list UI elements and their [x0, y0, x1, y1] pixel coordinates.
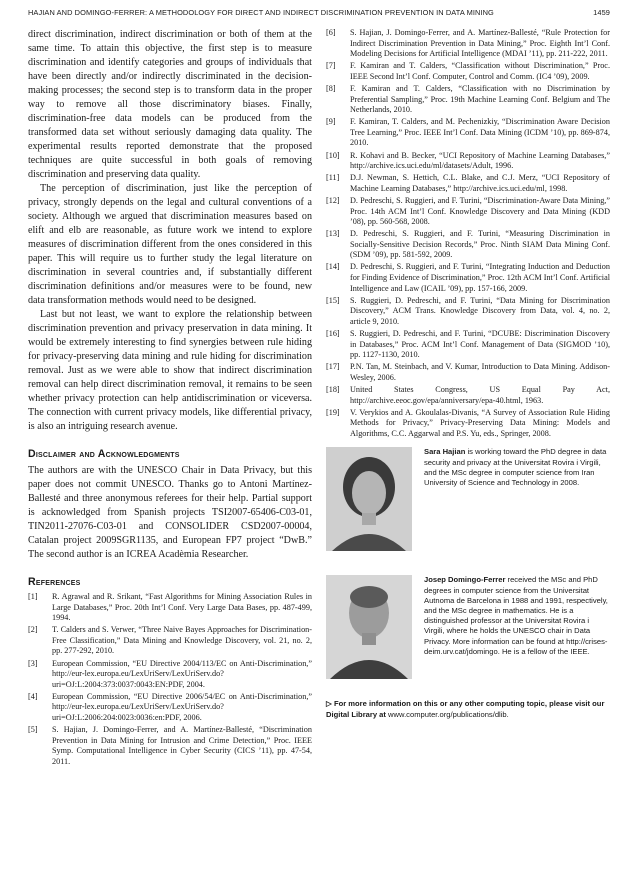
reference-text: S. Hajian, J. Domingo-Ferrer, and A. Martínez-Ballesté, “Rule Protection for Indirect Discrimination Prevention in Data Mining,” Proc. Eighth Int’l Conf. Modeling Decisions for Artificial Intelligence (MDAI ’11), pp. 211-222, 2011.: [350, 28, 610, 59]
reference-text: European Commission, “EU Directive 2006/54/EC on Anti-Discrimination,” http://eur-lex.europa.eu/LexUriServ/LexUriServ.do?uri=OJ:L:2006:204:0023:0036:en:PDF, 2006.: [52, 691, 312, 723]
acknowledgments-text: The authors are with the UNESCO Chair in Data Privacy, but this paper does not commit UNESCO. Thanks go to Antoni Martínez-Ballesté and three anonymous referees for their help. Partial support is acknowledged from Spanish projects TSI2007-65406-C03-01, TIN2011-27076-C03-01 and CONSOLIDER CSD2007-00004, Catalan project 2009SGR1135, and European FP7 project “DwB.” The second author is an ICREA Acadèmia Researcher.: [28, 465, 312, 560]
reference-item: [326, 229, 610, 261]
reference-number: [8]: [326, 83, 336, 93]
reference-text: United States Congress, US Equal Pay Act, http://archive.eeoc.gov/epa/anniversary/epa-40.html, 1963.: [350, 385, 610, 405]
right-column: [326, 28, 610, 720]
reference-text: P.N. Tan, M. Steinbach, and V. Kumar, Introduction to Data Mining. Addison-Wesley, 2006.: [350, 362, 610, 382]
reference-text: D. Pedreschi, S. Ruggieri, and F. Turini, “Integrating Induction and Deduction for Finding Evidence of Discrimination,” Proc. 12th ACM Int’l Conf. Artificial Intelligence and Law (ICAIL ’09), pp. 157-166, 2009.: [350, 262, 610, 293]
reference-number: [7]: [326, 61, 336, 71]
reference-item: [326, 408, 610, 440]
bio-body: received the MSc and PhD degrees in computer science from the Universitat Autnoma de Barcelona in 1988 and 1991, respectively, and the MSc degree in mathematics. He is a distinguished professor at the Universitat Rovira i Virgili, where he holds the UNESCO chair in Data Privacy. More information can be found at http://crises-deim.urv.cat/jdomingo. He is a fellow of the IEEE.: [424, 575, 608, 656]
reference-list-left: [28, 592, 312, 768]
reference-number: [9]: [326, 117, 336, 127]
running-header-title: HAJIAN AND DOMINGO-FERRER: A METHODOLOGY FOR DIRECT AND INDIRECT DISCRIMINATION PREVENTION IN DATA MINING: [28, 8, 494, 17]
reference-number: [19]: [326, 407, 340, 417]
digital-library-note: [326, 699, 610, 719]
reference-number: [6]: [326, 28, 336, 37]
reference-text: S. Ruggieri, D. Pedreschi, and F. Turini, “DCUBE: Discrimination Discovery in Databases,” Proc. ACM Int’l Conf. Management of Data (SIGMOD ’10), pp. 1127-1130, 2010.: [350, 329, 610, 360]
reference-item: [28, 725, 312, 767]
author-bio-domingo-ferrer: [326, 575, 610, 695]
bio-text-domingo-ferrer: [424, 575, 610, 657]
bio-name: Sara Hajian: [424, 447, 466, 457]
author-photo-hajian: [326, 447, 412, 551]
acknowledgments-heading: Disclaimer and Acknowledgments: [28, 448, 180, 460]
reference-text: T. Calders and S. Verwer, “Three Naive Bayes Approaches for Discrimination-Free Classification,” Data Mining and Knowledge Discovery, vol. 21, no. 2, pp. 277-292, 2010.: [52, 625, 312, 656]
digital-library-note-bold: ▷ For more information on this or any other computing topic, please visit our Digital Library at: [326, 699, 605, 719]
reference-number: [15]: [326, 295, 340, 305]
reference-item: [326, 385, 610, 406]
reference-number: [16]: [326, 329, 340, 339]
reference-number: [11]: [326, 173, 340, 183]
conclusion-paragraph-1: direct discrimination, indirect discrimination or both of them at the same time. To attain this objective, the first step is to measure discrimination and identify categories and groups of individuals that have been directly and/or indirectly discriminated in the decision-making processes; the second step is to transform data in the proper way to remove all those discriminatory biases. Finally, discrimination-free data models can be produced from the transformed data set without seriously damaging data quality. The experimental results reported demonstrate that the proposed techniques are quite successful in both goals of removing discrimination and preserving data quality.: [28, 29, 312, 180]
author-bio-hajian: [326, 447, 610, 567]
bio-body: is working toward the PhD degree in data security and privacy at the Universitat Rovira i Virgili, and the MSc degree in computer science from Iran University of Science and Technology in 2008.: [424, 447, 607, 488]
reference-text: European Commission, “EU Directive 2004/113/EC on Anti-Discrimination,” http://eur-lex.europa.eu/LexUriServ/LexUriServ.do?uri=OJ:L:2004:373:0037:0043:EN:PDF, 2004.: [52, 658, 312, 689]
reference-text: R. Agrawal and R. Srikant, “Fast Algorithms for Mining Association Rules in Large Databases,” Proc. 20th Int’l Conf. Very Large Data Bases, pp. 487-499, 1994.: [52, 592, 312, 623]
reference-number: [2]: [28, 625, 38, 635]
reference-text: S. Ruggieri, D. Pedreschi, and F. Turini, “Data Mining for Discrimination Discovery,” ACM Trans. Knowledge Discovery from Data, vol. 4, no. 2, article 9, 2010.: [350, 295, 610, 326]
reference-text: R. Kohavi and B. Becker, “UCI Repository of Machine Learning Databases,” http://archive.ics.uci.edu/ml/datasets/Adult, 1996.: [350, 150, 610, 171]
reference-number: [3]: [28, 658, 38, 668]
reference-item: [28, 625, 312, 657]
reference-list-right: [326, 28, 610, 439]
running-header: [28, 6, 610, 20]
reference-text: D. Pedreschi, S. Ruggieri, and F. Turini, “Discrimination-Aware Data Mining,” Proc. 14th ACM Int’l Conf. Knowledge Discovery and Data Mining (KDD ’08), pp. 560-568, 2008.: [350, 195, 610, 227]
reference-item: [28, 592, 312, 624]
reference-text: F. Kamiran and T. Calders, “Classification without Discrimination,” Proc. IEEE Second Int’l Conf. Computer, Control and Comm. (IC4 ’09), 2009.: [350, 61, 610, 81]
reference-number: [5]: [28, 725, 38, 735]
reference-text: D. Pedreschi, S. Ruggieri, and F. Turini, “Measuring Discrimination in Socially-Sensitive Decision Records,” Proc. Ninth SIAM Data Mining Conf. (SDM ’09), pp. 581-592, 2009.: [350, 229, 610, 260]
reference-text: F. Kamiran, T. Calders, and M. Pechenizkiy, “Discrimination Aware Decision Tree Learning,” Proc. IEEE Int’l Conf. Data Mining (ICDM ’10), pp. 869-874, 2010.: [350, 117, 610, 148]
reference-item: [326, 84, 610, 116]
reference-text: D.J. Newman, S. Hettich, C.L. Blake, and C.J. Merz, “UCI Repository of Machine Learning Databases,” http://archive.ics.uci.edu/ml, 1998.: [350, 173, 610, 193]
portrait-icon: [326, 575, 412, 679]
reference-item: [326, 28, 610, 60]
reference-item: [326, 296, 610, 328]
reference-number: [10]: [326, 150, 340, 160]
reference-item: [28, 692, 312, 724]
reference-item: [326, 362, 610, 383]
reference-number: [17]: [326, 362, 340, 372]
reference-item: [326, 196, 610, 228]
author-photo-domingo-ferrer: [326, 575, 412, 679]
bio-text-hajian: [424, 447, 610, 488]
portrait-icon: [326, 447, 412, 551]
conclusion-paragraph-3: Last but not least, we want to explore the relationship between discrimination prevention and privacy preservation in data mining. It would be extremely interesting to find synergies between rule hiding for privacy-preserving data mining and rule hiding for discrimination removal. Just as we were able to show that indirect discrimination removal can help direct discrimination removal, it remains to be seen whether privacy protection can help antidiscrimination or viceversa. The connection with current privacy models, like differential privacy, is also an intriguing research avenue.: [28, 309, 312, 432]
reference-text: F. Kamiran and T. Calders, “Classification with no Discrimination by Preferential Sampling,” Proc. 19th Machine Learning Conf. Belgium and The Netherlands, 2010.: [350, 83, 610, 115]
reference-text: V. Verykios and A. Gkoulalas-Divanis, “A Survey of Association Rule Hiding Methods for Privacy,” Privacy-Preserving Data Mining: Models and Algorithms, C.C. Aggarwal and P.S. Yu, eds., Springer, 2008.: [350, 407, 610, 438]
reference-item: [326, 117, 610, 149]
reference-number: [12]: [326, 195, 340, 205]
reference-number: [1]: [28, 592, 38, 601]
left-column: [28, 28, 312, 769]
reference-item: [326, 151, 610, 172]
reference-number: [14]: [326, 262, 340, 272]
reference-item: [326, 173, 610, 194]
references-heading: References: [28, 576, 81, 588]
digital-library-link[interactable]: www.computer.org/publications/dlib.: [385, 709, 509, 719]
reference-number: [13]: [326, 229, 340, 239]
reference-item: [326, 61, 610, 82]
conclusion-paragraph-2: The perception of discrimination, just like the perception of privacy, strongly depends on the legal and cultural conventions of a society. Although we argued that discrimination measures based on elift and elb are reasonable, as future work we intend to explore measures of discrimination different from the ones considered in this paper. This will require us to further study the legal literature on discrimination in several countries and, if substantially different discrimination definitions and/or measures were to be found, new data transformation methods would need to be designed.: [28, 183, 312, 306]
reference-item: [326, 262, 610, 294]
reference-number: [4]: [28, 691, 38, 701]
reference-number: [18]: [326, 385, 340, 394]
reference-text: S. Hajian, J. Domingo-Ferrer, and A. Martínez-Ballesté, “Discrimination Prevention in Data Mining for Intrusion and Crime Detection,” Proc. IEEE Symp. Computational Intelligence in Cyber Security (CICS ’11), pp. 47-54, 2011.: [52, 725, 312, 766]
page-number: 1459: [593, 8, 610, 17]
bio-name: Josep Domingo-Ferrer: [424, 575, 506, 585]
reference-item: [326, 329, 610, 361]
reference-item: [28, 659, 312, 691]
